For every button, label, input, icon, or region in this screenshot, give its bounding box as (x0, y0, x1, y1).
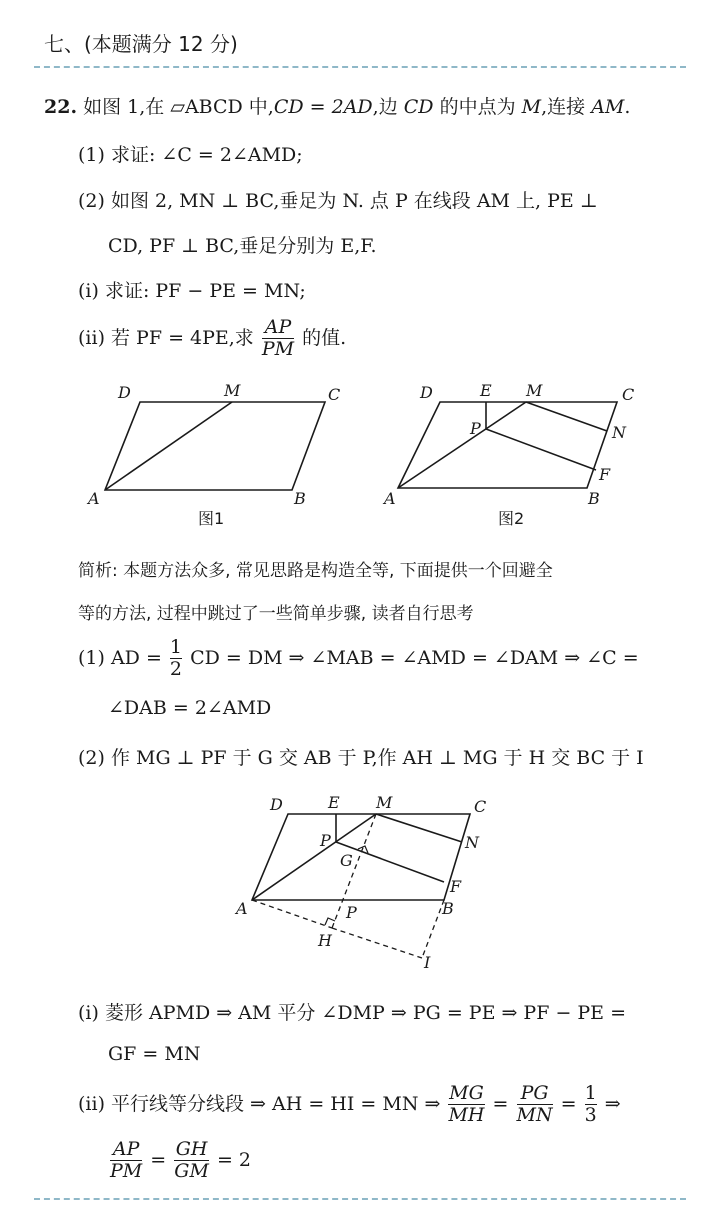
fig1-label-B: B (294, 489, 306, 508)
fig3-label-E: E (328, 793, 340, 812)
fig3-label-G: G (340, 851, 353, 870)
fig3-label-D: D (270, 795, 283, 814)
question-2-ii: (ii) 若 PF = 4PE,求 $\frac{AP}{PM}$ 的值. (78, 316, 347, 360)
solution-1-line-1: (1) AD = $\frac{1}{2}$ CD = DM ⇒ ∠MAB = ∠AMD = ∠DAM ⇒ ∠C = (78, 636, 639, 680)
fig3-label-H: H (318, 931, 332, 950)
figure-3-diagram (230, 790, 520, 980)
fraction-mg-mh: $\frac{MG}{MH}$ (448, 1082, 485, 1126)
fraction-pg-mn: $\frac{PG}{MN}$ (516, 1082, 553, 1126)
solution-2-i-line-2: GF = MN (108, 1043, 201, 1065)
fig2-label-N: N (612, 423, 626, 442)
solution-1-line-2: ∠DAB = 2∠AMD (108, 697, 272, 719)
fig1-label-A: A (88, 489, 100, 508)
fraction-one-half: $\frac{1}{2}$ (169, 636, 183, 680)
fraction-gh-gm: $\frac{GH}{GM}$ (174, 1138, 209, 1182)
fig2-label-M: M (526, 381, 543, 400)
fig2-label-F: F (599, 465, 611, 484)
question-2-i: (i) 求证: PF − PE = MN; (78, 280, 306, 302)
fig2-label-A: A (384, 489, 396, 508)
fig1-label-C: C (328, 385, 341, 404)
fig2-label-C: C (622, 385, 635, 404)
solution-head-2: 等的方法, 过程中跳过了一些简单步骤, 读者自行思考 (78, 604, 474, 624)
divider-bottom (34, 1198, 686, 1200)
fig3-label-F: F (450, 877, 462, 896)
fig2-label-D: D (420, 383, 433, 402)
figure-2-caption: 图2 (498, 509, 525, 528)
solution-2-i-line-1: (i) 菱形 APMD ⇒ AM 平分 ∠DMP ⇒ PG = PE ⇒ PF − PE = (78, 1002, 627, 1024)
fig3-label-P: P (320, 831, 331, 850)
fig2-label-B: B (588, 489, 600, 508)
section-title: 七、(本题满分 12 分) (44, 32, 238, 56)
fraction-ap-pm: $\frac{AP}{PM}$ (261, 316, 295, 360)
fig1-label-D: D (118, 383, 131, 402)
figure-2-diagram (376, 378, 666, 506)
figure-1-diagram (80, 378, 360, 508)
solution-2: (2) 作 MG ⊥ PF 于 G 交 AB 于 P,作 AH ⊥ MG 于 H 交 BC 于 I (78, 747, 644, 769)
fig3-label-C: C (474, 797, 487, 816)
fraction-one-third: $\frac{1}{3}$ (584, 1082, 597, 1126)
solution-2-ii-line-1: (ii) 平行线等分线段 ⇒ AH = HI = MN ⇒ $\frac{MG}{MH}$ = $\frac{PG}{MN}$ = $\frac{1}{3}$ ⇒ (78, 1082, 621, 1126)
fig3-label-P2: P (346, 903, 357, 922)
solution-head: 简析: 本题方法众多, 常见思路是构造全等, 下面提供一个回避全 (78, 561, 553, 581)
fig3-label-B: B (442, 899, 454, 918)
problem-intro: 22. 如图 1,在 ▱ABCD 中,CD = 2AD,边 CD 的中点为 M,连接 AM. (44, 96, 631, 118)
fraction-ap-pm-result: $\frac{AP}{PM}$ (110, 1138, 143, 1182)
fig3-label-I: I (424, 953, 431, 972)
fig2-label-P: P (470, 419, 481, 438)
fig3-label-A: A (236, 899, 248, 918)
fig3-label-M: M (376, 793, 393, 812)
fig2-label-E: E (480, 381, 492, 400)
solution-2-ii-line-2: $\frac{AP}{PM}$ = $\frac{GH}{GM}$ = 2 (110, 1138, 252, 1182)
fig3-label-N: N (465, 833, 479, 852)
question-2-line-2: CD, PF ⊥ BC,垂足分别为 E,F. (108, 235, 377, 257)
problem-number: 22. (44, 96, 78, 118)
divider-top (34, 66, 686, 68)
question-2-line-1: (2) 如图 2, MN ⊥ BC,垂足为 N. 点 P 在线段 AM 上, PE ⊥ (78, 190, 598, 212)
fig1-label-M: M (224, 381, 241, 400)
figure-1-caption: 图1 (198, 509, 225, 528)
question-1: (1) 求证: ∠C = 2∠AMD; (78, 144, 303, 166)
